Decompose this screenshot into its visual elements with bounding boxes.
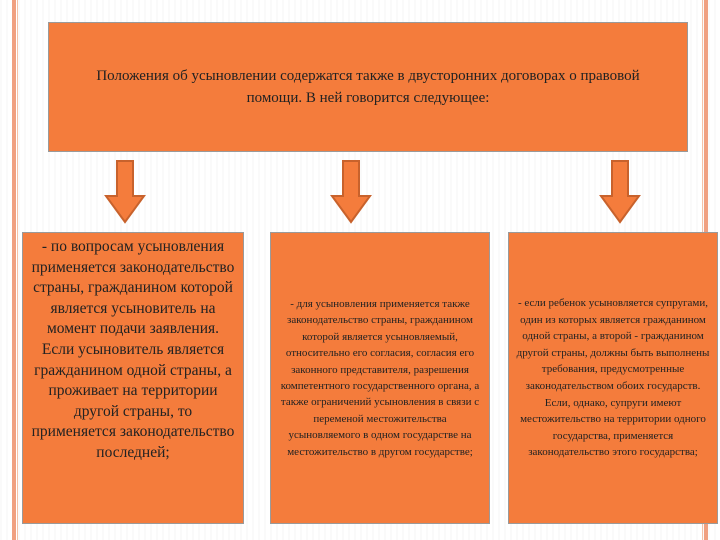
header-box bbox=[48, 22, 688, 152]
header-text: Положения об усыновлении содержатся также в двусторонних договорах о правовой помощи. В ней говорится следующее: bbox=[96, 68, 640, 106]
down-arrow-icon bbox=[330, 160, 372, 224]
right-content-text: - если ребенок усыновляется супругами, один из которых является гражданином одной страны, а второй - гражданином другой страны, должны быть выполнены требования, предусмотренные законодательством обоих государств. Если, однако, супруги имеют местожительство на территории одного государства, применяется законодательство этого государства; bbox=[516, 297, 710, 459]
middle-content-text: - для усыновления применяется также законодательство страны, гражданином которой является усыновляемый, относительно его согласия, согласия его законного представителя, разрешения компетентного государственного органа, а также ограничений усыновления в связи с переменой местожительства усыновляемого в одном государстве на местожительство в другом государстве; bbox=[280, 297, 480, 458]
left-content-box bbox=[22, 232, 244, 524]
left-border-line bbox=[17, 0, 18, 540]
left-content-text: - по вопросам усыновления применяется законодательство страны, гражданином которой является усыновитель на момент подачи заявления. Если усыновитель является гражданином одной страны, а проживает на территории другой страны, то применяется законодательство последней; bbox=[31, 238, 235, 461]
down-arrow-icon bbox=[104, 160, 146, 224]
left-border-stripe bbox=[12, 0, 16, 540]
middle-content-box bbox=[270, 232, 490, 524]
down-arrow-icon bbox=[599, 160, 641, 224]
right-content-box bbox=[508, 232, 718, 524]
